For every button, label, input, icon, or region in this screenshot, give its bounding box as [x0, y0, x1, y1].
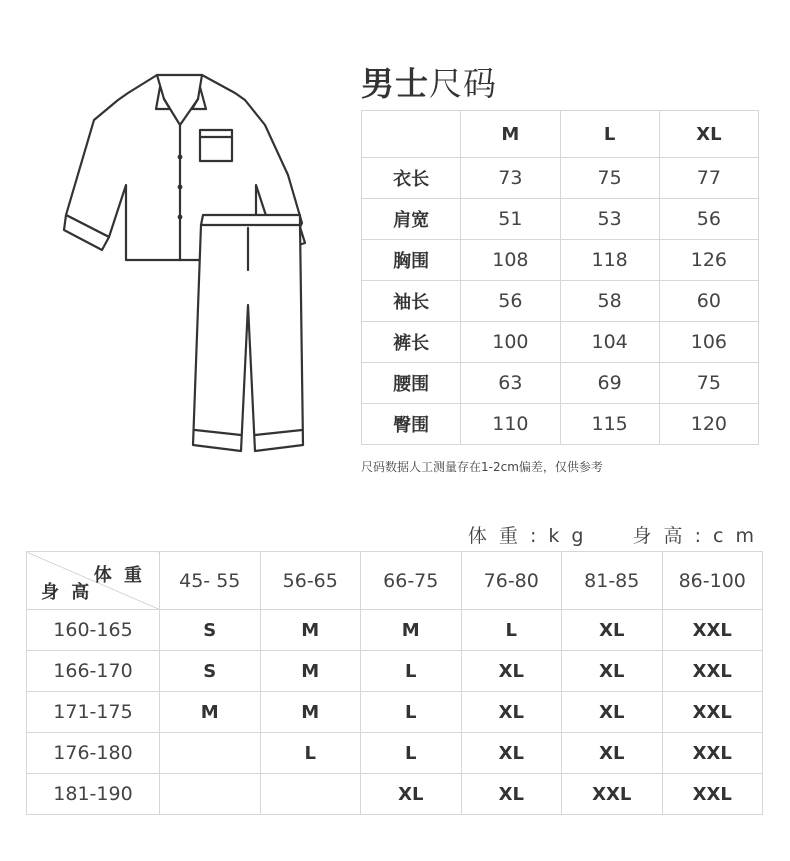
size-header: M [461, 111, 560, 158]
measurement-cell: 60 [659, 281, 758, 322]
table-row [27, 733, 763, 774]
row-label: 胸围 [362, 240, 461, 281]
table-row [362, 158, 759, 199]
size-cell: M [260, 651, 361, 692]
measurement-cell: 110 [461, 404, 560, 445]
height-range-cell: 176-180 [27, 733, 160, 774]
row-label: 肩宽 [362, 199, 461, 240]
weight-range-header: 45- 55 [160, 552, 261, 610]
table-row [27, 692, 763, 733]
size-cell: S [160, 610, 261, 651]
weight-range-header: 56-65 [260, 552, 361, 610]
table-row [362, 240, 759, 281]
table-row [362, 363, 759, 404]
size-cell: XL [461, 733, 562, 774]
table-row [362, 322, 759, 363]
size-cell: XL [361, 774, 462, 815]
height-range-cell: 160-165 [27, 610, 160, 651]
pajama-set-icon [60, 65, 310, 465]
measurement-note: 尺码数据人工测量存在1-2cm偏差，仅供参考 [361, 460, 603, 474]
row-label: 衣长 [362, 158, 461, 199]
weight-range-header: 76-80 [461, 552, 562, 610]
measurement-cell: 100 [461, 322, 560, 363]
measurement-cell: 69 [560, 363, 659, 404]
size-cell: XL [562, 651, 663, 692]
row-label: 袖长 [362, 281, 461, 322]
measurement-cell: 104 [560, 322, 659, 363]
size-cell [160, 733, 261, 774]
size-cell: S [160, 651, 261, 692]
title-bold: 男士 [361, 64, 429, 103]
measurement-cell: 51 [461, 199, 560, 240]
size-cell [160, 774, 261, 815]
table-row [362, 281, 759, 322]
size-cell: L [461, 610, 562, 651]
size-cell: XL [461, 651, 562, 692]
size-cell: M [160, 692, 261, 733]
size-cell: L [260, 733, 361, 774]
height-range-cell: 171-175 [27, 692, 160, 733]
size-cell: XXL [662, 610, 763, 651]
size-header: L [560, 111, 659, 158]
size-cell [260, 774, 361, 815]
row-label: 裤长 [362, 322, 461, 363]
size-cell: XL [562, 610, 663, 651]
size-cell: XXL [662, 651, 763, 692]
corner-cell [27, 552, 160, 610]
size-cell: XXL [662, 774, 763, 815]
weight-range-header: 86-100 [662, 552, 763, 610]
table-row [27, 651, 763, 692]
corner-weight-label: 体 重 [93, 565, 145, 586]
units-legend [468, 521, 757, 548]
table-row [362, 404, 759, 445]
measurement-cell: 75 [659, 363, 758, 404]
page-title [361, 58, 497, 105]
weight-unit: 体 重 : k g [467, 525, 587, 547]
row-label: 腰围 [362, 363, 461, 404]
weight-range-header: 81-85 [562, 552, 663, 610]
measurement-cell: 120 [659, 404, 758, 445]
height-range-cell: 166-170 [27, 651, 160, 692]
size-header-empty [362, 111, 461, 158]
height-unit: 身 高 : c m [632, 525, 757, 547]
table-row [362, 199, 759, 240]
measurement-cell: 63 [461, 363, 560, 404]
size-cell: L [361, 733, 462, 774]
measurement-cell: 58 [560, 281, 659, 322]
measurement-cell: 115 [560, 404, 659, 445]
size-cell: M [260, 610, 361, 651]
measurement-cell: 56 [659, 199, 758, 240]
measurement-cell: 77 [659, 158, 758, 199]
measurement-cell: 108 [461, 240, 560, 281]
size-cell: XL [562, 733, 663, 774]
size-cell: XL [461, 692, 562, 733]
measurement-cell: 53 [560, 199, 659, 240]
size-cell: L [361, 692, 462, 733]
measurement-cell: 73 [461, 158, 560, 199]
size-cell: XXL [662, 692, 763, 733]
size-cell: XL [461, 774, 562, 815]
size-guide-table [26, 551, 763, 815]
height-range-cell: 181-190 [27, 774, 160, 815]
weight-range-header: 66-75 [361, 552, 462, 610]
row-label: 臀围 [362, 404, 461, 445]
size-cell: XXL [662, 733, 763, 774]
weight-header-row [27, 552, 763, 610]
size-header-row [362, 111, 759, 158]
measurement-cell: 56 [461, 281, 560, 322]
measurement-cell: 118 [560, 240, 659, 281]
table-row [27, 610, 763, 651]
size-cell: M [260, 692, 361, 733]
size-header: XL [659, 111, 758, 158]
corner-height-label: 身 高 [41, 582, 93, 603]
size-cell: XL [562, 692, 663, 733]
size-cell: M [361, 610, 462, 651]
measurement-cell: 106 [659, 322, 758, 363]
size-measurement-table [361, 110, 759, 445]
size-cell: L [361, 651, 462, 692]
size-cell: XXL [562, 774, 663, 815]
measurement-cell: 126 [659, 240, 758, 281]
table-row [27, 774, 763, 815]
measurement-cell: 75 [560, 158, 659, 199]
title-light: 尺码 [429, 64, 497, 103]
